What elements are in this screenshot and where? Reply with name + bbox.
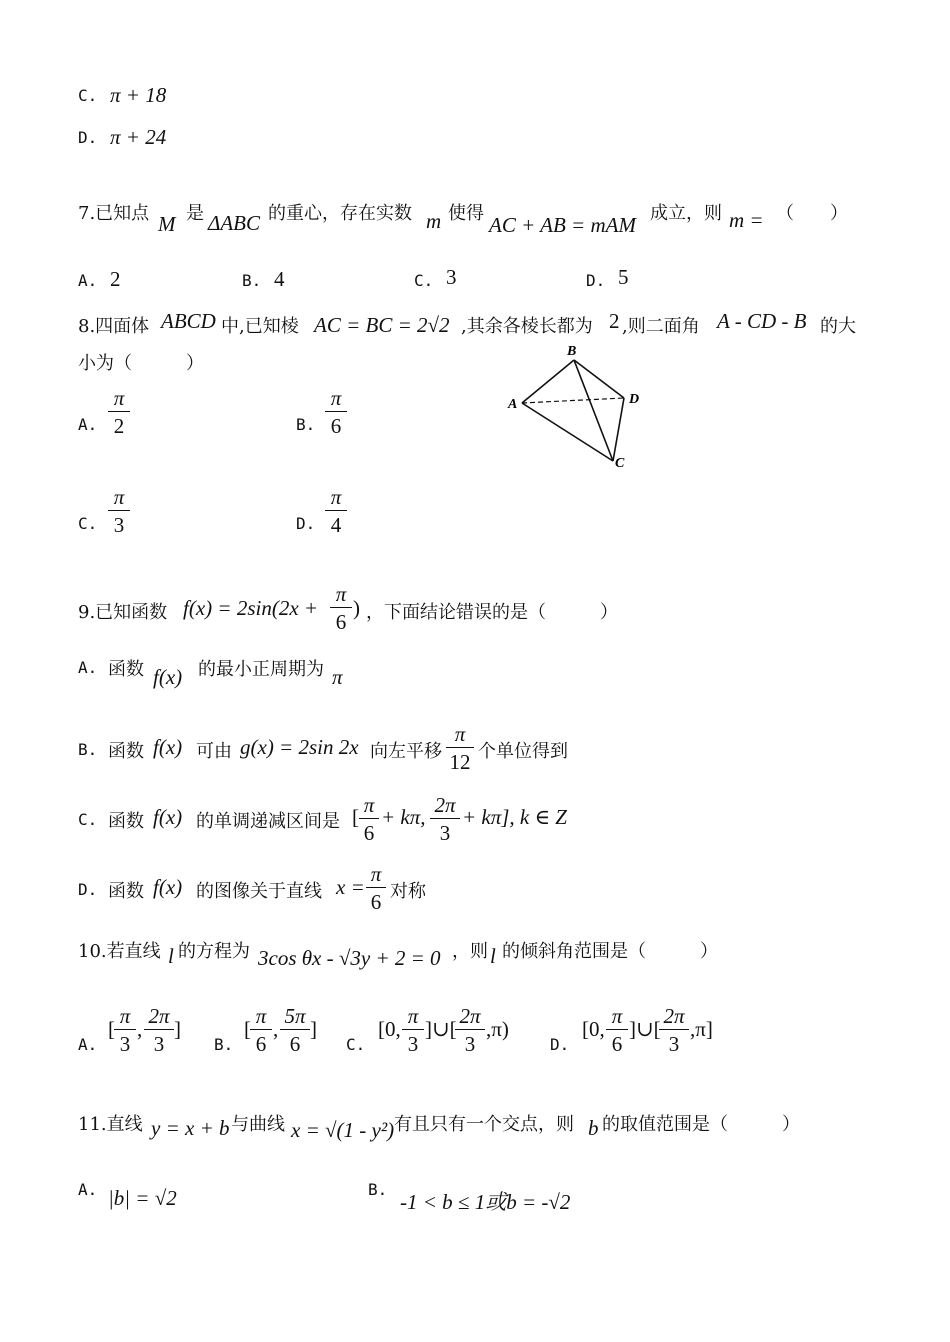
option-text: 函数: [108, 881, 144, 902]
question-text: ，下面结论错误的是（ ）: [366, 602, 618, 623]
option-label: B.: [368, 1180, 388, 1199]
math-expression: ,: [273, 1017, 279, 1041]
question-text: 的方程为: [178, 941, 250, 962]
math-expression: ]: [310, 1017, 317, 1041]
question-text: 9.已知函数: [78, 602, 168, 623]
question-text: 是: [186, 203, 204, 224]
fraction: π 2: [108, 386, 130, 438]
option-value: 4: [274, 267, 285, 291]
option-text: 函数: [108, 659, 144, 680]
math-expression: m: [426, 209, 442, 233]
fraction: π 6: [330, 582, 352, 634]
fraction: 2π 3: [659, 1004, 689, 1056]
option-value: |b| = √2: [108, 1186, 177, 1210]
fraction: π 3: [402, 1004, 424, 1056]
option-label: B.: [296, 415, 316, 434]
edge-ac: [522, 403, 613, 461]
option-text: 可由: [196, 741, 232, 762]
fraction: π 12: [446, 722, 474, 774]
math-expression: [: [244, 1017, 251, 1041]
question-text: ，则: [452, 941, 488, 962]
option-label: B.: [242, 271, 262, 290]
math-expression: AC = BC = 2√2: [314, 313, 450, 337]
question-text: 使得: [448, 203, 484, 224]
option-value: 5: [618, 265, 629, 289]
math-expression: ,π]: [690, 1017, 713, 1041]
fraction: π 3: [108, 485, 130, 537]
question-text: ,其余各棱长都为: [461, 316, 593, 337]
option-label: C.: [78, 810, 98, 829]
option-text: 对称: [390, 881, 426, 902]
option-text: 向左平移: [370, 741, 442, 762]
question-text: 的重心，存在实数: [268, 203, 412, 224]
question-text: 中,已知棱: [221, 316, 299, 337]
math-expression: x =: [336, 875, 365, 899]
math-expression: l: [168, 944, 174, 968]
math-expression: f(x): [153, 805, 183, 829]
question-text: 10.若直线: [78, 941, 161, 962]
math-expression: [0,: [378, 1017, 401, 1041]
fraction: 2π 3: [455, 1004, 485, 1056]
math-expression: 2: [609, 309, 620, 333]
option-label: C.: [346, 1035, 366, 1054]
fraction: 2π 3: [430, 793, 460, 845]
math-expression: ABCD: [161, 309, 216, 333]
math-expression: [: [108, 1017, 115, 1041]
fraction: 5π 6: [280, 1004, 310, 1056]
question-text: 与曲线: [231, 1114, 285, 1135]
math-expression: [0,: [582, 1017, 605, 1041]
math-expression: m =: [729, 208, 764, 232]
math-expression: ]∪[: [425, 1017, 457, 1041]
question-text: 11.直线: [78, 1114, 143, 1135]
option-value: -1 < b ≤ 1或b = -√2: [400, 1190, 571, 1214]
question-text: 成立，则: [650, 203, 722, 224]
option-label: A.: [78, 271, 98, 290]
option-value: 2: [110, 267, 121, 291]
vertex-label-b: B: [567, 344, 577, 359]
math-expression: + kπ,: [381, 805, 426, 829]
option-label: A.: [78, 415, 98, 434]
math-expression: y = x + b: [151, 1116, 230, 1140]
option-text: 个单位得到: [478, 741, 568, 762]
vertex-label-d: D: [629, 392, 640, 407]
fraction: π 6: [250, 1004, 272, 1056]
math-expression: f(x): [153, 665, 183, 689]
option-label: D.: [550, 1035, 570, 1054]
math-expression: ): [353, 596, 360, 620]
option-text: 函数: [108, 741, 144, 762]
math-expression: f(x) = 2sin(2x +: [183, 596, 319, 620]
edge-ad-hidden: [522, 398, 624, 403]
option-label: B.: [78, 740, 98, 759]
math-expression: ]∪[: [629, 1017, 661, 1041]
math-expression: A - CD - B: [717, 309, 807, 333]
option-c-value: π + 18: [110, 83, 167, 107]
option-label: A.: [78, 1180, 98, 1199]
math-expression: 3cos θx - √3y + 2 = 0: [258, 946, 441, 970]
math-expression: f(x): [153, 875, 183, 899]
option-label: D.: [296, 514, 316, 533]
option-label: C.: [78, 86, 98, 105]
math-expression: ,π): [486, 1017, 509, 1041]
option-text: 函数: [108, 811, 144, 832]
option-value: 3: [446, 265, 457, 289]
math-expression: f(x): [153, 735, 183, 759]
math-expression: M: [158, 212, 176, 236]
math-expression: ΔABC: [208, 211, 260, 235]
question-text: 的大: [820, 316, 856, 337]
question-text: 的取值范围是（ ）: [602, 1114, 800, 1135]
fraction: 2π 3: [144, 1004, 174, 1056]
fraction: π 6: [325, 386, 347, 438]
question-text: 8.四面体: [78, 316, 150, 337]
option-label: A.: [78, 1035, 98, 1054]
question-text: 的倾斜角范围是（ ）: [502, 941, 718, 962]
question-text: 7.已知点: [78, 203, 150, 224]
question-text: 有且只有一个交点，则: [394, 1114, 574, 1135]
option-text: 的最小正周期为: [198, 659, 324, 680]
option-d-value: π + 24: [110, 125, 167, 149]
fraction: π 3: [114, 1004, 136, 1056]
fraction: π 6: [606, 1004, 628, 1056]
answer-bracket: （ ）: [776, 203, 848, 224]
option-label: A.: [78, 658, 98, 677]
math-expression: g(x) = 2sin 2x: [240, 735, 359, 759]
math-expression: l: [490, 944, 496, 968]
vertex-label-a: A: [508, 397, 518, 412]
option-text: 的单调递减区间是: [196, 811, 340, 832]
option-label: C.: [78, 514, 98, 533]
math-expression: b: [588, 1116, 599, 1140]
math-expression: + kπ], k ∈ Z: [462, 805, 567, 829]
math-expression: x = √(1 - y²): [291, 1118, 395, 1142]
question-text: 小为（ ）: [78, 353, 204, 374]
vector-equation: AC + AB = mAM: [489, 213, 636, 237]
math-expression: ]: [174, 1017, 181, 1041]
math-expression: ,: [137, 1017, 143, 1041]
math-expression: π: [332, 665, 343, 689]
vertex-label-c: C: [615, 456, 625, 471]
fraction: π 6: [359, 793, 379, 845]
question-text: ,则二面角: [622, 316, 700, 337]
option-label: C.: [414, 271, 434, 290]
edge-ab: [522, 360, 574, 403]
option-label: D.: [78, 128, 98, 147]
option-label: B.: [214, 1035, 234, 1054]
tetrahedron-figure: [500, 340, 660, 475]
option-text: 的图像关于直线: [196, 881, 322, 902]
option-label: D.: [586, 271, 606, 290]
fraction: π 6: [366, 862, 386, 914]
option-label: D.: [78, 880, 98, 899]
fraction: π 4: [325, 485, 347, 537]
edge-dc: [613, 398, 624, 461]
math-expression: [: [352, 805, 359, 829]
